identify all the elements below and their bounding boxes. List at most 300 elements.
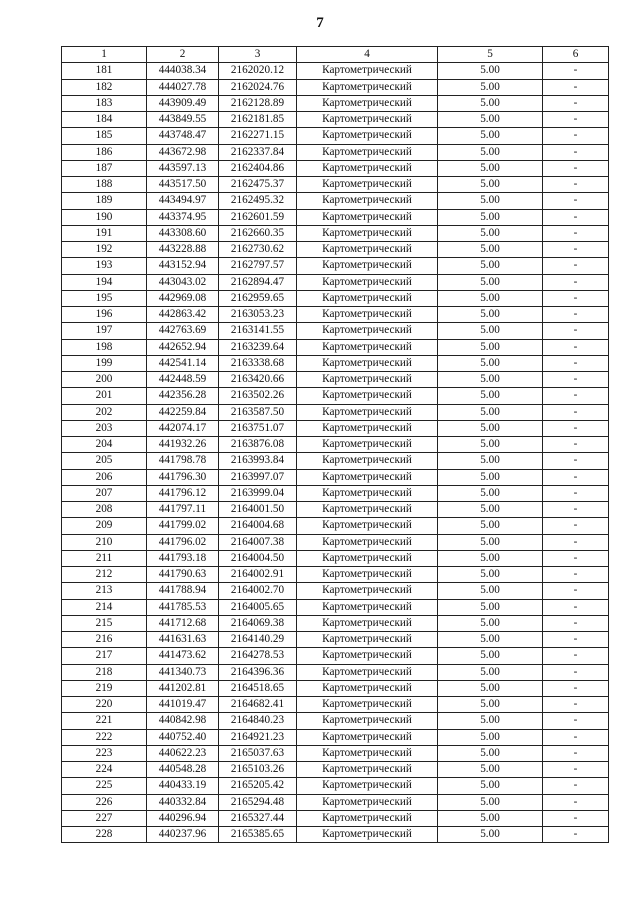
point-number-cell: 200 — [62, 372, 147, 388]
method-cell: Картометрический — [297, 242, 438, 258]
y-coordinate-cell: 2165103.26 — [219, 762, 297, 778]
y-coordinate-cell: 2164518.65 — [219, 680, 297, 696]
point-number-cell: 185 — [62, 128, 147, 144]
table-row — [62, 160, 609, 176]
method-cell: Картометрический — [297, 128, 438, 144]
point-number-cell: 184 — [62, 112, 147, 128]
accuracy-cell: 5.00 — [438, 567, 543, 583]
point-number-cell: 227 — [62, 810, 147, 826]
accuracy-cell: 5.00 — [438, 372, 543, 388]
point-number-cell: 218 — [62, 664, 147, 680]
description-cell: - — [543, 502, 609, 518]
y-coordinate-cell: 2162797.57 — [219, 258, 297, 274]
table-row — [62, 827, 609, 843]
table-row — [62, 713, 609, 729]
description-cell: - — [543, 599, 609, 615]
y-coordinate-cell: 2164002.70 — [219, 583, 297, 599]
page-number: 7 — [316, 15, 324, 31]
point-number-cell: 191 — [62, 225, 147, 241]
y-coordinate-cell: 2162271.15 — [219, 128, 297, 144]
method-cell: Картометрический — [297, 615, 438, 631]
description-cell: - — [543, 469, 609, 485]
method-cell: Картометрический — [297, 209, 438, 225]
point-number-cell: 195 — [62, 290, 147, 306]
accuracy-cell: 5.00 — [438, 518, 543, 534]
accuracy-cell: 5.00 — [438, 794, 543, 810]
accuracy-cell: 5.00 — [438, 225, 543, 241]
column-header: 6 — [543, 47, 609, 63]
x-coordinate-cell: 441202.81 — [147, 680, 219, 696]
description-cell: - — [543, 762, 609, 778]
point-number-cell: 206 — [62, 469, 147, 485]
method-cell: Картометрический — [297, 355, 438, 371]
table-row — [62, 193, 609, 209]
x-coordinate-cell: 443748.47 — [147, 128, 219, 144]
description-cell: - — [543, 778, 609, 794]
point-number-cell: 226 — [62, 794, 147, 810]
point-number-cell: 212 — [62, 567, 147, 583]
description-cell: - — [543, 63, 609, 79]
x-coordinate-cell: 441712.68 — [147, 615, 219, 631]
x-coordinate-cell: 443043.02 — [147, 274, 219, 290]
description-cell: - — [543, 258, 609, 274]
y-coordinate-cell: 2163053.23 — [219, 307, 297, 323]
description-cell: - — [543, 485, 609, 501]
x-coordinate-cell: 440842.98 — [147, 713, 219, 729]
x-coordinate-cell: 443909.49 — [147, 95, 219, 111]
accuracy-cell: 5.00 — [438, 63, 543, 79]
description-cell: - — [543, 355, 609, 371]
x-coordinate-cell: 440237.96 — [147, 827, 219, 843]
accuracy-cell: 5.00 — [438, 583, 543, 599]
point-number-cell: 202 — [62, 404, 147, 420]
x-coordinate-cell: 441799.02 — [147, 518, 219, 534]
accuracy-cell: 5.00 — [438, 664, 543, 680]
table-row — [62, 599, 609, 615]
description-cell: - — [543, 680, 609, 696]
method-cell: Картометрический — [297, 680, 438, 696]
accuracy-cell: 5.00 — [438, 290, 543, 306]
table-row — [62, 95, 609, 111]
y-coordinate-cell: 2163502.26 — [219, 388, 297, 404]
point-number-cell: 228 — [62, 827, 147, 843]
method-cell: Картометрический — [297, 599, 438, 615]
accuracy-cell: 5.00 — [438, 79, 543, 95]
description-cell: - — [543, 534, 609, 550]
accuracy-cell: 5.00 — [438, 112, 543, 128]
y-coordinate-cell: 2162660.35 — [219, 225, 297, 241]
description-cell: - — [543, 745, 609, 761]
table-row — [62, 388, 609, 404]
accuracy-cell: 5.00 — [438, 615, 543, 631]
x-coordinate-cell: 441793.18 — [147, 550, 219, 566]
description-cell: - — [543, 95, 609, 111]
y-coordinate-cell: 2164396.36 — [219, 664, 297, 680]
accuracy-cell: 5.00 — [438, 339, 543, 355]
method-cell: Картометрический — [297, 485, 438, 501]
x-coordinate-cell: 441019.47 — [147, 697, 219, 713]
table-row — [62, 794, 609, 810]
y-coordinate-cell: 2165327.44 — [219, 810, 297, 826]
method-cell: Картометрический — [297, 810, 438, 826]
table-row — [62, 307, 609, 323]
point-number-cell: 220 — [62, 697, 147, 713]
table-row — [62, 729, 609, 745]
point-number-cell: 196 — [62, 307, 147, 323]
y-coordinate-cell: 2164682.41 — [219, 697, 297, 713]
table-row — [62, 648, 609, 664]
method-cell: Картометрический — [297, 648, 438, 664]
y-coordinate-cell: 2162181.85 — [219, 112, 297, 128]
x-coordinate-cell: 443672.98 — [147, 144, 219, 160]
description-cell: - — [543, 794, 609, 810]
accuracy-cell: 5.00 — [438, 177, 543, 193]
x-coordinate-cell: 442259.84 — [147, 404, 219, 420]
point-number-cell: 192 — [62, 242, 147, 258]
y-coordinate-cell: 2163876.08 — [219, 437, 297, 453]
x-coordinate-cell: 441790.63 — [147, 567, 219, 583]
table-row — [62, 745, 609, 761]
table-row — [62, 63, 609, 79]
description-cell: - — [543, 290, 609, 306]
x-coordinate-cell: 443494.97 — [147, 193, 219, 209]
method-cell: Картометрический — [297, 307, 438, 323]
point-number-cell: 224 — [62, 762, 147, 778]
column-header: 4 — [297, 47, 438, 63]
point-number-cell: 199 — [62, 355, 147, 371]
description-cell: - — [543, 697, 609, 713]
y-coordinate-cell: 2164840.23 — [219, 713, 297, 729]
point-number-cell: 181 — [62, 63, 147, 79]
accuracy-cell: 5.00 — [438, 485, 543, 501]
point-number-cell: 219 — [62, 680, 147, 696]
point-number-cell: 198 — [62, 339, 147, 355]
point-number-cell: 189 — [62, 193, 147, 209]
point-number-cell: 215 — [62, 615, 147, 631]
accuracy-cell: 5.00 — [438, 307, 543, 323]
table-row — [62, 128, 609, 144]
table-row — [62, 290, 609, 306]
x-coordinate-cell: 443597.13 — [147, 160, 219, 176]
y-coordinate-cell: 2163239.64 — [219, 339, 297, 355]
point-number-cell: 213 — [62, 583, 147, 599]
y-coordinate-cell: 2162730.62 — [219, 242, 297, 258]
accuracy-cell: 5.00 — [438, 697, 543, 713]
method-cell: Картометрический — [297, 453, 438, 469]
table-row — [62, 778, 609, 794]
description-cell: - — [543, 144, 609, 160]
table-row — [62, 225, 609, 241]
method-cell: Картометрический — [297, 567, 438, 583]
description-cell: - — [543, 632, 609, 648]
point-number-cell: 201 — [62, 388, 147, 404]
point-number-cell: 221 — [62, 713, 147, 729]
table-row — [62, 177, 609, 193]
accuracy-cell: 5.00 — [438, 128, 543, 144]
x-coordinate-cell: 443308.60 — [147, 225, 219, 241]
accuracy-cell: 5.00 — [438, 550, 543, 566]
accuracy-cell: 5.00 — [438, 534, 543, 550]
method-cell: Картометрический — [297, 697, 438, 713]
y-coordinate-cell: 2164005.65 — [219, 599, 297, 615]
method-cell: Картометрический — [297, 550, 438, 566]
table-row — [62, 697, 609, 713]
point-number-cell: 204 — [62, 437, 147, 453]
accuracy-cell: 5.00 — [438, 388, 543, 404]
description-cell: - — [543, 404, 609, 420]
x-coordinate-cell: 440548.28 — [147, 762, 219, 778]
accuracy-cell: 5.00 — [438, 437, 543, 453]
table-row — [62, 810, 609, 826]
column-header: 2 — [147, 47, 219, 63]
accuracy-cell: 5.00 — [438, 420, 543, 436]
accuracy-cell: 5.00 — [438, 469, 543, 485]
x-coordinate-cell: 442652.94 — [147, 339, 219, 355]
y-coordinate-cell: 2162475.37 — [219, 177, 297, 193]
accuracy-cell: 5.00 — [438, 193, 543, 209]
method-cell: Картометрический — [297, 778, 438, 794]
method-cell: Картометрический — [297, 274, 438, 290]
method-cell: Картометрический — [297, 437, 438, 453]
accuracy-cell: 5.00 — [438, 95, 543, 111]
method-cell: Картометрический — [297, 388, 438, 404]
table-row — [62, 144, 609, 160]
method-cell: Картометрический — [297, 794, 438, 810]
table-row — [62, 420, 609, 436]
method-cell: Картометрический — [297, 420, 438, 436]
description-cell: - — [543, 453, 609, 469]
column-header: 5 — [438, 47, 543, 63]
table-row — [62, 664, 609, 680]
y-coordinate-cell: 2165385.65 — [219, 827, 297, 843]
point-number-cell: 186 — [62, 144, 147, 160]
accuracy-cell: 5.00 — [438, 599, 543, 615]
y-coordinate-cell: 2162404.86 — [219, 160, 297, 176]
method-cell: Картометрический — [297, 745, 438, 761]
description-cell: - — [543, 729, 609, 745]
accuracy-cell: 5.00 — [438, 648, 543, 664]
table-row — [62, 209, 609, 225]
table-header-row — [62, 47, 609, 63]
y-coordinate-cell: 2164921.23 — [219, 729, 297, 745]
y-coordinate-cell: 2164001.50 — [219, 502, 297, 518]
table-row — [62, 242, 609, 258]
x-coordinate-cell: 442356.28 — [147, 388, 219, 404]
point-number-cell: 223 — [62, 745, 147, 761]
table-row — [62, 274, 609, 290]
method-cell: Картометрический — [297, 502, 438, 518]
y-coordinate-cell: 2163993.84 — [219, 453, 297, 469]
y-coordinate-cell: 2163420.66 — [219, 372, 297, 388]
description-cell: - — [543, 713, 609, 729]
description-cell: - — [543, 567, 609, 583]
method-cell: Картометрический — [297, 762, 438, 778]
x-coordinate-cell: 441785.53 — [147, 599, 219, 615]
x-coordinate-cell: 441798.78 — [147, 453, 219, 469]
method-cell: Картометрический — [297, 160, 438, 176]
method-cell: Картометрический — [297, 729, 438, 745]
description-cell: - — [543, 583, 609, 599]
x-coordinate-cell: 442074.17 — [147, 420, 219, 436]
description-cell: - — [543, 193, 609, 209]
x-coordinate-cell: 440296.94 — [147, 810, 219, 826]
table-row — [62, 485, 609, 501]
column-header: 1 — [62, 47, 147, 63]
point-number-cell: 207 — [62, 485, 147, 501]
accuracy-cell: 5.00 — [438, 355, 543, 371]
coordinates-table — [61, 46, 609, 843]
point-number-cell: 222 — [62, 729, 147, 745]
accuracy-cell: 5.00 — [438, 209, 543, 225]
accuracy-cell: 5.00 — [438, 258, 543, 274]
x-coordinate-cell: 441473.62 — [147, 648, 219, 664]
table-row — [62, 518, 609, 534]
y-coordinate-cell: 2165205.42 — [219, 778, 297, 794]
point-number-cell: 183 — [62, 95, 147, 111]
description-cell: - — [543, 550, 609, 566]
table-row — [62, 372, 609, 388]
table-row — [62, 437, 609, 453]
method-cell: Картометрический — [297, 404, 438, 420]
x-coordinate-cell: 441631.63 — [147, 632, 219, 648]
description-cell: - — [543, 177, 609, 193]
method-cell: Картометрический — [297, 583, 438, 599]
y-coordinate-cell: 2163338.68 — [219, 355, 297, 371]
accuracy-cell: 5.00 — [438, 745, 543, 761]
method-cell: Картометрический — [297, 827, 438, 843]
table-row — [62, 323, 609, 339]
accuracy-cell: 5.00 — [438, 827, 543, 843]
x-coordinate-cell: 443374.95 — [147, 209, 219, 225]
accuracy-cell: 5.00 — [438, 144, 543, 160]
accuracy-cell: 5.00 — [438, 632, 543, 648]
accuracy-cell: 5.00 — [438, 404, 543, 420]
table-row — [62, 339, 609, 355]
description-cell: - — [543, 225, 609, 241]
y-coordinate-cell: 2162024.76 — [219, 79, 297, 95]
table-row — [62, 79, 609, 95]
description-cell: - — [543, 827, 609, 843]
point-number-cell: 182 — [62, 79, 147, 95]
description-cell: - — [543, 420, 609, 436]
accuracy-cell: 5.00 — [438, 502, 543, 518]
description-cell: - — [543, 242, 609, 258]
x-coordinate-cell: 440332.84 — [147, 794, 219, 810]
description-cell: - — [543, 372, 609, 388]
method-cell: Картометрический — [297, 112, 438, 128]
table-row — [62, 258, 609, 274]
point-number-cell: 187 — [62, 160, 147, 176]
y-coordinate-cell: 2162601.59 — [219, 209, 297, 225]
point-number-cell: 216 — [62, 632, 147, 648]
method-cell: Картометрический — [297, 193, 438, 209]
y-coordinate-cell: 2164007.38 — [219, 534, 297, 550]
x-coordinate-cell: 441340.73 — [147, 664, 219, 680]
accuracy-cell: 5.00 — [438, 778, 543, 794]
point-number-cell: 211 — [62, 550, 147, 566]
x-coordinate-cell: 441788.94 — [147, 583, 219, 599]
x-coordinate-cell: 443849.55 — [147, 112, 219, 128]
description-cell: - — [543, 339, 609, 355]
description-cell: - — [543, 388, 609, 404]
y-coordinate-cell: 2162894.47 — [219, 274, 297, 290]
point-number-cell: 188 — [62, 177, 147, 193]
table-row — [62, 404, 609, 420]
x-coordinate-cell: 442448.59 — [147, 372, 219, 388]
y-coordinate-cell: 2164069.38 — [219, 615, 297, 631]
y-coordinate-cell: 2164002.91 — [219, 567, 297, 583]
point-number-cell: 209 — [62, 518, 147, 534]
accuracy-cell: 5.00 — [438, 160, 543, 176]
point-number-cell: 214 — [62, 599, 147, 615]
y-coordinate-cell: 2162020.12 — [219, 63, 297, 79]
x-coordinate-cell: 441797.11 — [147, 502, 219, 518]
method-cell: Картометрический — [297, 144, 438, 160]
table-row — [62, 502, 609, 518]
description-cell: - — [543, 128, 609, 144]
method-cell: Картометрический — [297, 518, 438, 534]
table-row — [62, 615, 609, 631]
y-coordinate-cell: 2162337.84 — [219, 144, 297, 160]
x-coordinate-cell: 442763.69 — [147, 323, 219, 339]
table-row — [62, 453, 609, 469]
accuracy-cell: 5.00 — [438, 762, 543, 778]
description-cell: - — [543, 810, 609, 826]
x-coordinate-cell: 442969.08 — [147, 290, 219, 306]
point-number-cell: 197 — [62, 323, 147, 339]
point-number-cell: 193 — [62, 258, 147, 274]
method-cell: Картометрический — [297, 664, 438, 680]
method-cell: Картометрический — [297, 469, 438, 485]
table-row — [62, 583, 609, 599]
x-coordinate-cell: 441932.26 — [147, 437, 219, 453]
description-cell: - — [543, 307, 609, 323]
y-coordinate-cell: 2162495.32 — [219, 193, 297, 209]
point-number-cell: 190 — [62, 209, 147, 225]
y-coordinate-cell: 2164004.68 — [219, 518, 297, 534]
y-coordinate-cell: 2163751.07 — [219, 420, 297, 436]
x-coordinate-cell: 443228.88 — [147, 242, 219, 258]
x-coordinate-cell: 440433.19 — [147, 778, 219, 794]
accuracy-cell: 5.00 — [438, 729, 543, 745]
description-cell: - — [543, 323, 609, 339]
table-row — [62, 112, 609, 128]
table-row — [62, 550, 609, 566]
x-coordinate-cell: 441796.02 — [147, 534, 219, 550]
accuracy-cell: 5.00 — [438, 810, 543, 826]
y-coordinate-cell: 2165037.63 — [219, 745, 297, 761]
point-number-cell: 205 — [62, 453, 147, 469]
description-cell: - — [543, 437, 609, 453]
accuracy-cell: 5.00 — [438, 323, 543, 339]
method-cell: Картометрический — [297, 372, 438, 388]
point-number-cell: 208 — [62, 502, 147, 518]
method-cell: Картометрический — [297, 323, 438, 339]
point-number-cell: 194 — [62, 274, 147, 290]
point-number-cell: 225 — [62, 778, 147, 794]
x-coordinate-cell: 442863.42 — [147, 307, 219, 323]
method-cell: Картометрический — [297, 339, 438, 355]
point-number-cell: 203 — [62, 420, 147, 436]
accuracy-cell: 5.00 — [438, 713, 543, 729]
description-cell: - — [543, 518, 609, 534]
x-coordinate-cell: 443152.94 — [147, 258, 219, 274]
y-coordinate-cell: 2162959.65 — [219, 290, 297, 306]
y-coordinate-cell: 2163141.55 — [219, 323, 297, 339]
description-cell: - — [543, 79, 609, 95]
table-row — [62, 567, 609, 583]
method-cell: Картометрический — [297, 225, 438, 241]
